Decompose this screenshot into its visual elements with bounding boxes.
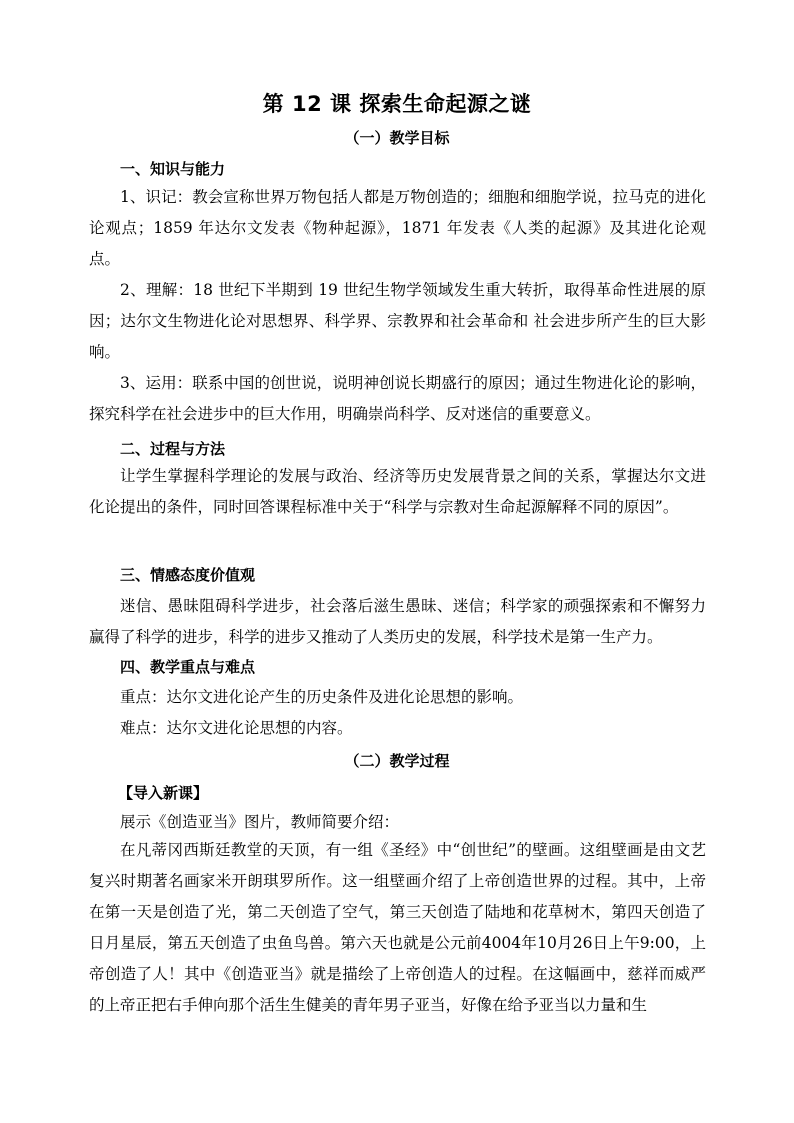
- paragraph-attitude: 迷信、愚昧阻碍科学进步，社会落后滋生愚昧、迷信；科学家的顽强探索和不懈努力赢得了科学的进步，科学的进步又推动了人类历史的发展，科学技术是第一生产力。: [89, 597, 706, 646]
- section-heading-process: （二）教学过程: [344, 752, 450, 770]
- paragraph-understand: 2、理解：18 世纪下半期到 19 世纪生物学领域发生重大转折，取得革命性进展的原因；达尔文生物进化论对思想界、科学界、宗教界和社会革命和 社会进步所产生的巨大影响。: [89, 281, 706, 361]
- section-heading-objectives: （一）教学目标: [344, 129, 450, 147]
- key-point-line: 重点：达尔文进化论产生的历史条件及进化论思想的影响。: [120, 688, 524, 706]
- lesson-title: 第 12 课 探索生命起源之谜: [262, 92, 532, 116]
- heading-key-points: 四、教学重点与难点: [120, 658, 256, 676]
- heading-intro: 【导入新课】: [118, 784, 209, 802]
- paragraph-process: 让学生掌握科学理论的发展与政治、经济等历史发展背景之间的关系，掌握达尔文进化论提出的条件，同时回答课程标准中关于“科学与宗教对生命起源解释不同的原因”。: [89, 467, 706, 516]
- intro-line: 展示《创造亚当》图片，教师简要介绍：: [120, 813, 400, 831]
- paragraph-recall: 1、识记：教会宣称世界万物包括人都是万物创造的；细胞和细胞学说，拉马克的进化论观点；1859 年达尔文发表《物种起源》，1871 年发表《人类的起源》及其进化论观点。: [89, 188, 706, 268]
- paragraph-story: 在凡蒂冈西斯廷教堂的天顶，有一组《圣经》中“创世纪”的壁画。这组壁画是由文艺复兴时期著名画家米开朗琪罗所作。这一组壁画介绍了上帝创造世界的过程。其中，上帝在第一天是创造了光，第二天创造了空气，第三天创造了陆地和花草树木，第四天创造了日月星辰，第五天创造了虫鱼鸟兽。第六天也就是公元前4004年10月26日上午9:00，上帝创造了人！其中《创造亚当》就是描绘了上帝创造人的过程。在这幅画中，慈祥而威严的上帝正把右手伸向那个活生生健美的青年男子亚当，好像在给予亚当以力量和生: [89, 841, 706, 1014]
- heading-knowledge: 一、知识与能力: [120, 160, 226, 178]
- difficult-point-line: 难点：达尔文进化论思想的内容。: [120, 719, 353, 737]
- heading-process: 二、过程与方法: [120, 440, 226, 458]
- paragraph-apply: 3、运用：联系中国的创世说，说明神创说长期盛行的原因；通过生物进化论的影响，探究科学在社会进步中的巨大作用，明确崇尚科学、反对迷信的重要意义。: [89, 374, 706, 423]
- heading-attitude: 三、情感态度价值观: [120, 566, 256, 584]
